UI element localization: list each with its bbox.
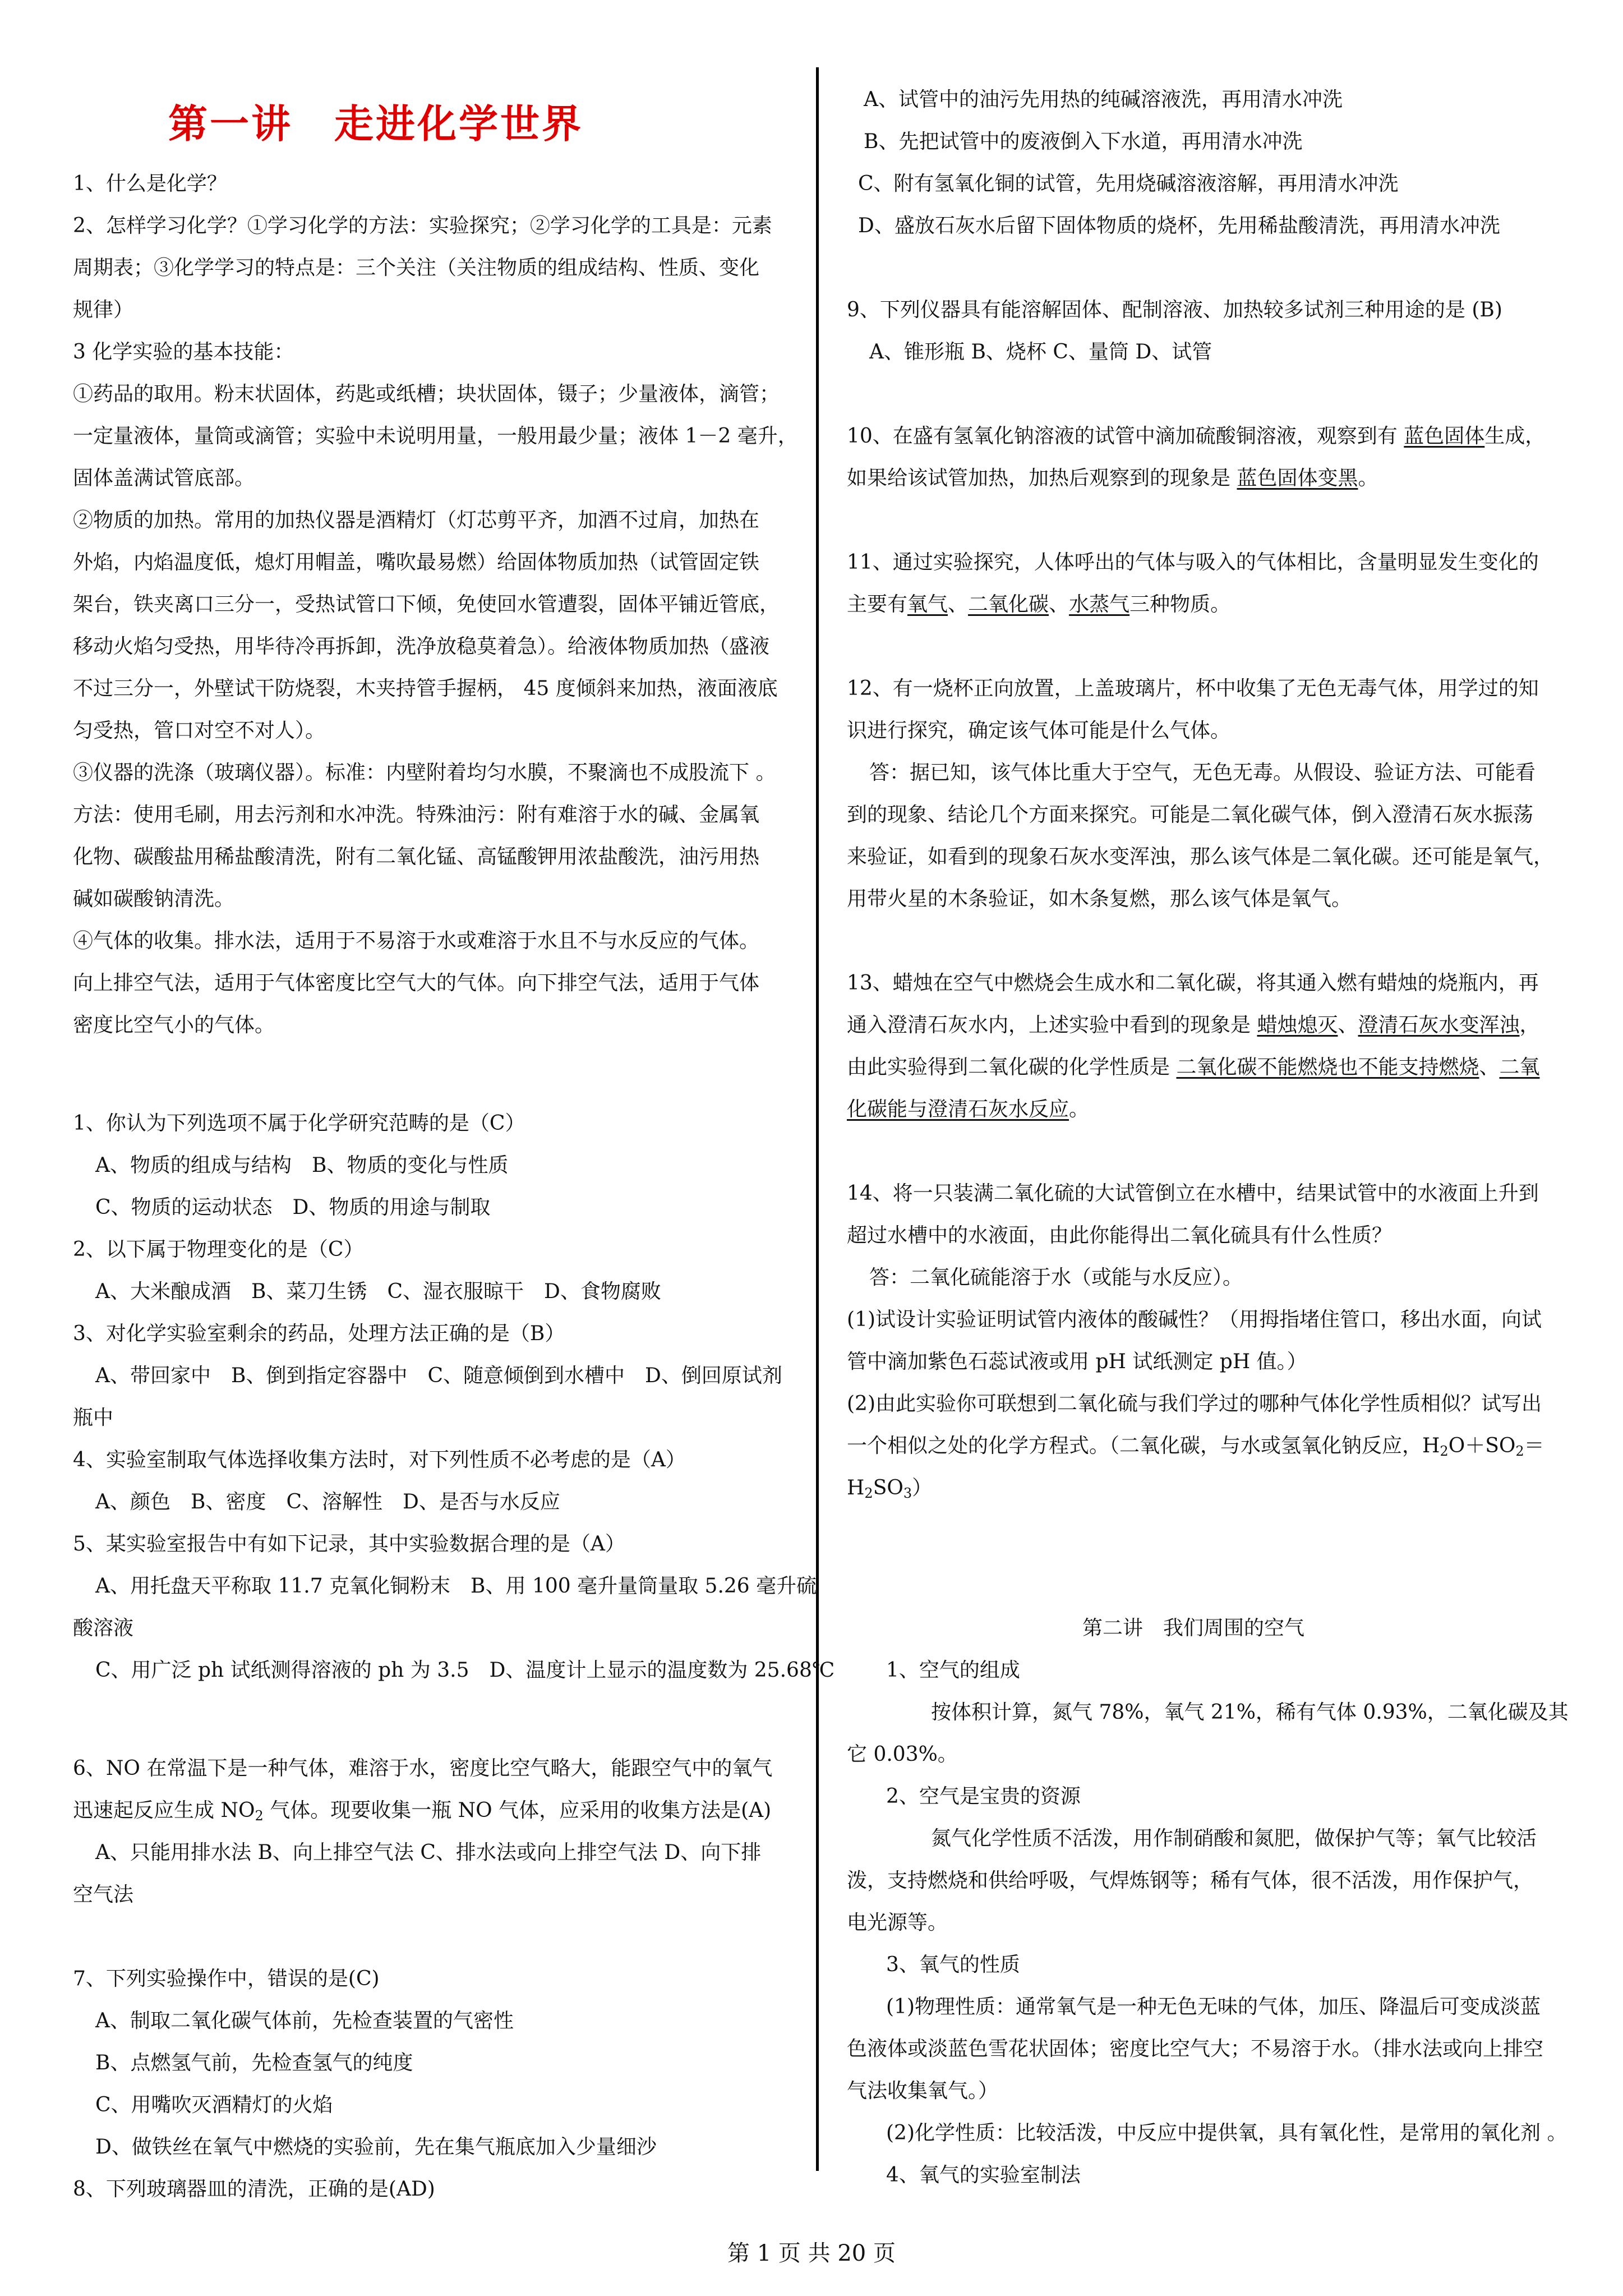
text-line: 泼，支持燃烧和供给呼吸，气焊炼钢等；稀有气体，很不活泼，用作保护气， (847, 1869, 1534, 1892)
text-line: 移动火焰匀受热，用毕待冷再拆卸，洗净放稳莫着急）。给液体物质加热（盛液 (73, 635, 770, 658)
question-3: 3、对化学实验室剩余的药品，处理方法正确的是（B） (73, 1322, 565, 1345)
question-7-option-c: C、用嘴吹灭酒精灯的火焰 (95, 2093, 333, 2116)
text-line: 固体盖满试管底部。 (73, 467, 255, 490)
text-line: ①药品的取用。粉末状固体，药匙或纸槽；块状固体，镊子；少量液体，滴管； (73, 383, 780, 406)
question-6-options: A、只能用排水法 B、向上排空气法 C、排水法或向上排空气法 D、向下排 (95, 1841, 762, 1864)
question-5: 5、某实验室报告中有如下记录，其中实验数据合理的是（A） (73, 1533, 625, 1556)
question-2: 2、以下属于物理变化的是（C） (73, 1238, 364, 1261)
question-14-sub-2: (2)由此实验你可联想到二氧化硫与我们学过的哪种气体化学性质相似？试写出 (847, 1392, 1542, 1415)
section-2-heading: 2、空气是宝贵的资源 (886, 1785, 1081, 1808)
question-2-options: A、大米酿成酒 B、菜刀生锈 C、湿衣服晾干 D、食物腐败 (95, 1280, 661, 1303)
question-13: 13、蜡烛在空气中燃烧会生成水和二氧化碳，将其通入燃有蜡烛的烧瓶内，再 (847, 972, 1539, 995)
page-title: 第一讲 走进化学世界 (168, 100, 583, 147)
text-line: 气法收集氧气。） (847, 2079, 999, 2102)
question-14-answer: 答：二氧化硫能溶于水（或能与水反应）。 (869, 1266, 1243, 1289)
text-line: 规律） (73, 298, 134, 321)
question-8: 8、下列玻璃器皿的清洗，正确的是(AD) (73, 2178, 435, 2201)
question-14-sub-2: $H_2SO_3$） (847, 1476, 933, 1501)
question-7: 7、下列实验操作中，错误的是(C) (73, 1967, 380, 1990)
question-4: 4、实验室制取气体选择收集方法时，对下列性质不必考虑的是（A） (73, 1448, 686, 1471)
text-line: 氮气化学性质不活泼，用作制硝酸和氮肥，做保护气等；氧气比较活 (931, 1827, 1537, 1850)
question-7-option-d: D、做铁丝在氧气中燃烧的实验前，先在集气瓶底加入少量细沙 (95, 2136, 657, 2159)
column-divider (816, 67, 819, 2171)
section-2-heading: 3、氧气的性质 (886, 1953, 1020, 1976)
text-line: 密度比空气小的气体。 (73, 1014, 275, 1037)
question-12-answer: 到的现象、结论几个方面来探究。可能是二氧化碳气体，倒入澄清石灰水振荡 (847, 803, 1534, 826)
question-5-options: C、用广泛 ph 试纸测得溶液的 ph 为 3.5 D、温度计上显示的温度数为 25.68℃ (95, 1659, 835, 1682)
question-14-sub-1: 管中滴加紫色石蕊试液或用 pH 试纸测定 pH 值。） (847, 1350, 1307, 1373)
text-line: 周期表；③化学学习的特点是：三个关注（关注物质的组成结构、性质、变化 (73, 256, 760, 279)
question-8-option-a: A、试管中的油污先用热的纯碱溶液洗，再用清水冲洗 (864, 88, 1343, 111)
text-line: 匀受热，管口对空不对人）。 (73, 719, 326, 742)
question-6: 迅速起反应生成 $NO_2$ 气体。现要收集一瓶 NO 气体，应采用的收集方法是(A) (73, 1799, 772, 1824)
text-line: ④气体的收集。排水法，适用于不易溶于水或难溶于水且不与水反应的气体。 (73, 930, 760, 953)
section-2-heading: 4、氧气的实验室制法 (886, 2164, 1081, 2187)
question-14: 14、将一只装满二氧化硫的大试管倒立在水槽中，结果试管中的水液面上升到 (847, 1182, 1539, 1205)
question-4-options: A、颜色 B、密度 C、溶解性 D、是否与水反应 (95, 1490, 560, 1513)
question-3-options: A、带回家中 B、倒到指定容器中 C、随意倾倒到水槽中 D、倒回原试剂 (95, 1364, 782, 1387)
text-line: 色液体或淡蓝色雪花状固体；密度比空气大；不易溶于水。（排水法或向上排空 (847, 2037, 1544, 2060)
text-line: 碱如碳酸钠清洗。 (73, 887, 235, 910)
text-line: ②物质的加热。常用的加热仪器是酒精灯（灯芯剪平齐，加酒不过肩，加热在 (73, 509, 760, 532)
question-5-options: 酸溶液 (73, 1617, 134, 1640)
question-13: 化碳能与澄清石灰水反应。 (847, 1098, 1090, 1121)
question-12-answer: 答：据已知，该气体比重大于空气，无色无毒。从假设、验证方法、可能看 (869, 761, 1536, 784)
question-8-option-c: C、附有氢氧化铜的试管，先用烧碱溶液溶解，再用清水冲洗 (858, 172, 1399, 195)
question-12-answer: 来验证，如看到的现象石灰水变浑浊，那么该气体是二氧化碳。还可能是氧气， (847, 845, 1554, 868)
text-line: 架台，铁夹离口三分一，受热试管口下倾，免使回水管遭裂，固体平铺近管底， (73, 593, 780, 616)
question-10: 10、在盛有氢氧化钠溶液的试管中滴加硫酸铜溶液，观察到有 蓝色固体生成， (847, 425, 1546, 448)
text-line: 方法：使用毛刷，用去污剂和水冲洗。特殊油污：附有难溶于水的碱、金属氧 (73, 803, 760, 826)
text-line: ③仪器的洗涤（玻璃仪器）。标准：内壁附着均匀水膜，不聚滴也不成股流下 。 (73, 761, 776, 784)
text-line: 1、什么是化学？ (73, 172, 227, 195)
text-line: 向上排空气法，适用于气体密度比空气大的气体。向下排空气法，适用于气体 (73, 972, 760, 995)
question-1-options: C、物质的运动状态 D、物质的用途与制取 (95, 1196, 491, 1219)
text-line: 它 0.03%。 (847, 1743, 958, 1766)
text-line: 按体积计算，氮气 78%，氧气 21%，稀有气体 0.93%，二氧化碳及其 (931, 1701, 1569, 1724)
question-14: 超过水槽中的水液面，由此你能得出二氧化硫具有什么性质？ (847, 1224, 1393, 1247)
question-1: 1、你认为下列选项不属于化学研究范畴的是（C） (73, 1112, 525, 1135)
question-1-options: A、物质的组成与结构 B、物质的变化与性质 (95, 1154, 509, 1177)
text-line: 2、怎样学习化学？①学习化学的方法：实验探究；②学习化学的工具是：元素 (73, 214, 772, 237)
question-9-options: A、锥形瓶 B、烧杯 C、量筒 D、试管 (869, 341, 1212, 364)
question-6-options: 空气法 (73, 1883, 134, 1906)
question-13: 由此实验得到二氧化碳的化学性质是 二氧化碳不能燃烧也不能支持燃烧、二氧 (847, 1056, 1540, 1079)
text-line: (2)化学性质：比较活泼，中反应中提供氧，具有氧化性，是常用的氧化剂 。 (886, 2122, 1567, 2145)
question-12: 识进行探究，确定该气体可能是什么气体。 (847, 719, 1231, 742)
question-14-sub-2: 一个相似之处的化学方程式。（二氧化碳，与水或氢氧化钠反应，$H_2O+SO_2=$ (847, 1434, 1544, 1459)
question-7-option-b: B、点燃氢气前，先检查氢气的纯度 (95, 2051, 413, 2074)
question-8-option-b: B、先把试管中的废液倒入下水道，再用清水冲洗 (864, 130, 1303, 153)
text-line: 不过三分一，外壁试干防烧裂，木夹持管手握柄， 45 度倾斜来加热，液面液底 (73, 677, 778, 700)
text-line: (1)物理性质：通常氧气是一种无色无味的气体，加压、降温后可变成淡蓝 (886, 1995, 1541, 2018)
section-2-title: 第二讲 我们周围的空气 (1082, 1617, 1305, 1640)
question-9: 9、下列仪器具有能溶解固体、配制溶液、加热较多试剂三种用途的是 (B) (847, 298, 1502, 321)
question-14-sub-1: (1)试设计实验证明试管内液体的酸碱性？（用拇指堵住管口，移出水面，向试 (847, 1308, 1542, 1331)
page-footer: 第 1 页 共 20 页 (727, 2240, 896, 2266)
question-6: 6、NO 在常温下是一种气体，难溶于水，密度比空气略大，能跟空气中的氧气 (73, 1757, 773, 1780)
text-line: 电光源等。 (847, 1911, 948, 1934)
question-10: 如果给该试管加热，加热后观察到的现象是 蓝色固体变黑。 (847, 467, 1378, 490)
text-line: 3 化学实验的基本技能： (73, 341, 294, 364)
question-12: 12、有一烧杯正向放置，上盖玻璃片，杯中收集了无色无毒气体，用学过的知 (847, 677, 1539, 700)
question-3-options: 瓶中 (73, 1406, 114, 1429)
question-12-answer: 用带火星的木条验证，如木条复燃，那么该气体是氧气。 (847, 887, 1352, 910)
question-8-option-d: D、盛放石灰水后留下固体物质的烧杯，先用稀盐酸清洗，再用清水冲洗 (858, 214, 1500, 237)
question-7-option-a: A、制取二氧化碳气体前，先检查装置的气密性 (95, 2009, 514, 2032)
question-13: 通入澄清石灰水内，上述实验中看到的现象是 蜡烛熄灭、澄清石灰水变浑浊， (847, 1014, 1540, 1037)
text-line: 化物、碳酸盐用稀盐酸清洗，附有二氧化锰、高锰酸钾用浓盐酸洗，油污用热 (73, 845, 760, 868)
question-11: 主要有氧气、二氧化碳、水蒸气三种物质。 (847, 593, 1231, 616)
question-5-options: A、用托盘天平称取 11.7 克氧化铜粉末 B、用 100 毫升量筒量取 5.26 毫升硫 (95, 1575, 817, 1598)
text-line: 外焰，内焰温度低，熄灯用帽盖，嘴吹最易燃）给固体物质加热（试管固定铁 (73, 551, 760, 574)
section-2-heading: 1、空气的组成 (886, 1659, 1020, 1682)
question-11: 11、通过实验探究，人体呼出的气体与吸入的气体相比，含量明显发生变化的 (847, 551, 1539, 574)
text-line: 一定量液体，量筒或滴管；实验中未说明用量，一般用最少量；液体 1－2 毫升， (73, 425, 798, 448)
